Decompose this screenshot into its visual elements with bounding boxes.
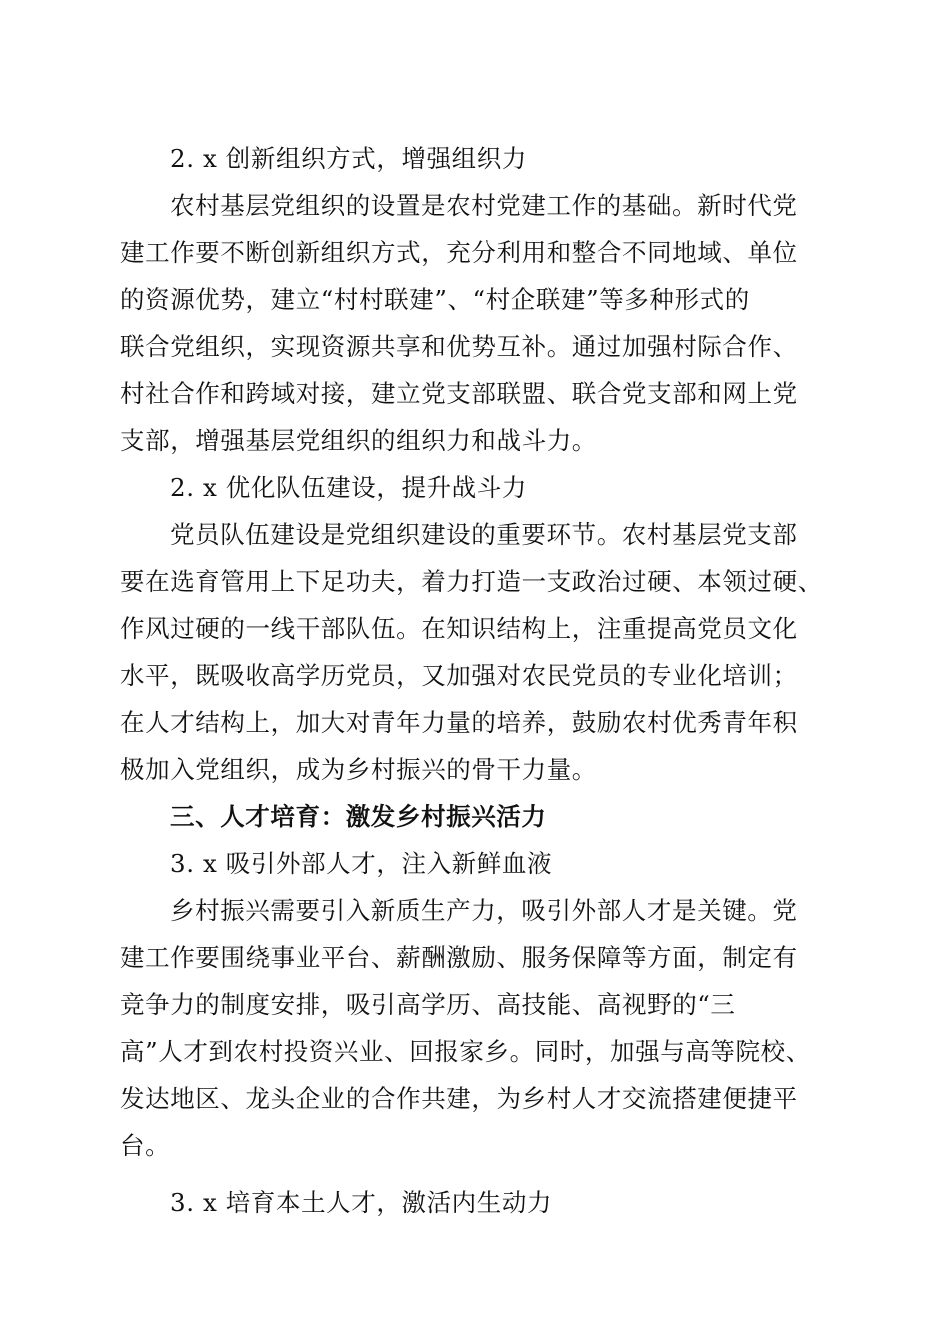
paragraph-line: 作风过硬的一线干部队伍。在知识结构上，注重提高党员文化 [120, 614, 798, 643]
subheading-2x-innovate-organization: 2. x 创新组织方式，增强组织力 [170, 144, 527, 173]
paragraph-attract [120, 892, 832, 1165]
paragraph-line: 支部，增强基层党组织的组织力和战斗力。 [120, 426, 597, 455]
paragraph-line: 台。 [120, 1131, 171, 1160]
paragraph-line: 联合党组织，实现资源共享和优势互补。通过加强村际合作、 [120, 332, 798, 361]
paragraph-line: 发达地区、龙头企业的合作共建，为乡村人才交流搭建便捷平 [120, 1084, 798, 1113]
subheading-2x-optimize-team: 2. x 优化队伍建设，提升战斗力 [170, 473, 527, 502]
paragraph-line: 村社合作和跨域对接，建立党支部联盟、联合党支部和网上党 [120, 379, 798, 408]
document-body [120, 140, 832, 1222]
subheading-3x-cultivate-local: 3. x 培育本土人才，激活内生动力 [170, 1188, 553, 1217]
paragraph-line: 党员队伍建设是党组织建设的重要环节。农村基层党支部 [170, 520, 798, 549]
paragraph-line: 极加入党组织，成为乡村振兴的骨干力量。 [120, 755, 597, 784]
paragraph-line: 建工作要围绕事业平台、薪酬激励、服务保障等方面，制定有 [120, 943, 798, 972]
paragraph-line: 的资源优势，建立“村村联建”、“村企联建”等多种形式的 [120, 285, 750, 314]
paragraph-line: 建工作要不断创新组织方式，充分利用和整合不同地域、单位 [120, 238, 798, 267]
paragraph-line: 要在选育管用上下足功夫，着力打造一支政治过硬、本领过硬、 [120, 567, 823, 596]
paragraph-line: 农村基层党组织的设置是农村党建工作的基础。新时代党 [170, 191, 798, 220]
paragraph-line: 高”人才到农村投资兴业、回报家乡。同时，加强与高等院校、 [120, 1037, 811, 1066]
paragraph-line: 竞争力的制度安排，吸引高学历、高技能、高视野的“三 [120, 990, 736, 1019]
subheading-3x-attract-talent: 3. x 吸引外部人才，注入新鲜血液 [170, 849, 553, 878]
paragraph-organization [120, 187, 832, 460]
paragraph-line: 乡村振兴需要引入新质生产力，吸引外部人才是关键。党 [170, 896, 798, 925]
paragraph-line: 在人才结构上，加大对青年力量的培养，鼓励农村优秀青年积 [120, 708, 798, 737]
paragraph-team [120, 516, 832, 789]
section-heading-talent: 三、人才培育：激发乡村振兴活力 [170, 802, 547, 831]
paragraph-line: 水平，既吸收高学历党员，又加强对农民党员的专业化培训； [120, 661, 798, 690]
